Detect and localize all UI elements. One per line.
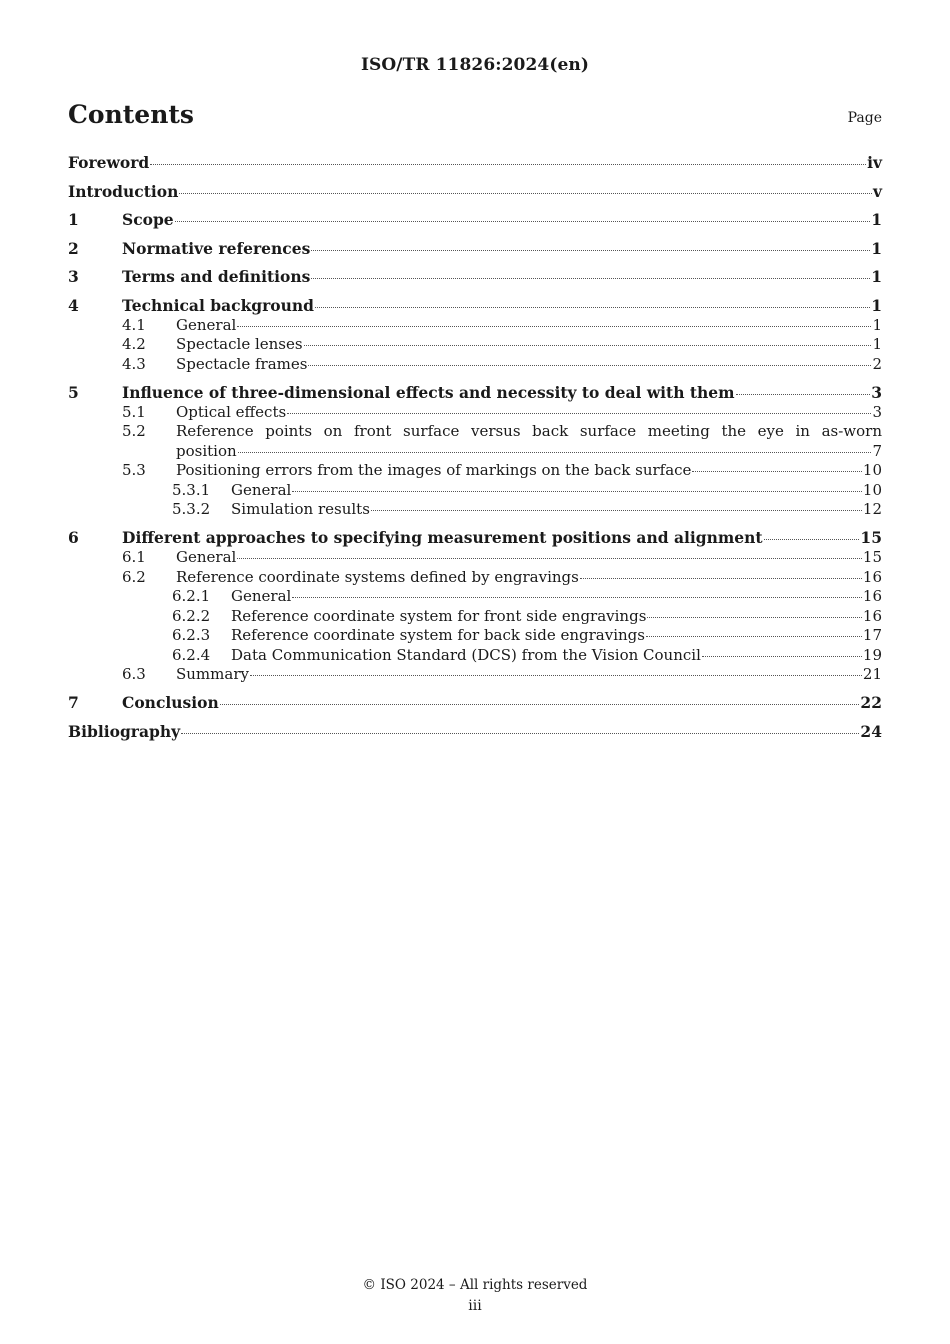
- toc-entry-title: Foreword: [68, 153, 150, 172]
- toc-entry-5-2[interactable]: [68, 422, 882, 461]
- toc-entry-title: Reference coordinate system for back side engravings: [231, 626, 645, 644]
- toc-entry-6-2-4[interactable]: [68, 646, 882, 666]
- page-column-label: Page: [847, 110, 882, 126]
- dot-leader: [315, 307, 870, 308]
- toc-entry-5-3-2[interactable]: [68, 500, 882, 520]
- toc-entry-title: Different approaches to specifying measurement positions and alignment: [122, 528, 763, 547]
- toc-entry-page: 1: [872, 315, 882, 334]
- toc-entry-page: 1: [872, 335, 882, 353]
- dot-leader: [371, 510, 862, 511]
- dot-leader: [292, 597, 862, 598]
- toc-entry-number: 4: [68, 295, 79, 315]
- toc-entry-page: 19: [862, 645, 882, 664]
- toc-entry-6-2-2[interactable]: [68, 607, 882, 627]
- toc-entry-title: Optical effects: [176, 402, 287, 421]
- toc-entry-title-continued: position: [176, 441, 237, 460]
- toc-entry-title: Reference points on front surface versus back surface meeting the eye in as-worn: [176, 422, 882, 440]
- toc-entry-page: 1: [871, 267, 882, 286]
- toc-entry-number: 2: [68, 238, 79, 258]
- dot-leader: [220, 704, 860, 705]
- toc-entry-bibliography[interactable]: [68, 722, 882, 742]
- toc-entry-page: 10: [862, 461, 882, 479]
- toc-entry-page: 16: [862, 606, 882, 625]
- toc-entry-title: Introduction: [68, 181, 179, 201]
- dot-leader: [311, 278, 870, 279]
- dot-leader: [287, 413, 871, 414]
- toc-entry-title: Positioning errors from the images of markings on the back surface: [176, 461, 692, 479]
- table-of-contents: [68, 153, 882, 742]
- toc-entry-number: 5.1: [122, 402, 146, 421]
- dot-leader: [237, 558, 862, 559]
- toc-entry-title: Data Communication Standard (DCS) from the Vision Council: [231, 645, 701, 664]
- toc-entry-page: 7: [872, 441, 882, 460]
- toc-entry-page: 1: [871, 295, 882, 315]
- toc-entry-page: 3: [871, 382, 882, 402]
- toc-entry-number: 5.3: [122, 461, 146, 479]
- toc-entry-number: 6.2.2: [172, 606, 211, 625]
- toc-entry-number: 4.3: [122, 354, 146, 373]
- toc-entry-title: General: [231, 480, 292, 499]
- toc-entry-title: Technical background: [122, 295, 315, 315]
- toc-entry-line: [68, 442, 882, 462]
- toc-entry-6-1[interactable]: [68, 548, 882, 568]
- toc-entry-title: Spectacle frames: [176, 354, 308, 373]
- toc-entry-6-2[interactable]: [68, 568, 882, 588]
- dot-leader: [308, 365, 871, 366]
- toc-entry-number: 4.2: [122, 335, 146, 353]
- toc-entry-6-3[interactable]: [68, 665, 882, 685]
- toc-entry-page: 12: [862, 500, 882, 518]
- toc-entry-number: 3: [68, 267, 79, 286]
- toc-entry-5-1[interactable]: [68, 403, 882, 423]
- dot-leader: [150, 164, 866, 165]
- toc-entry-different-approaches[interactable]: [68, 528, 882, 548]
- toc-entry-title: Influence of three-dimensional effects and necessity to deal with them: [122, 382, 735, 402]
- toc-entry-page: v: [872, 181, 882, 201]
- toc-entry-6-2-3[interactable]: [68, 626, 882, 646]
- document-id: ISO/TR 11826:2024(en): [360, 55, 590, 75]
- toc-entry-5-3-1[interactable]: [68, 481, 882, 501]
- dot-leader: [181, 733, 859, 734]
- toc-entry-page: 2: [872, 354, 882, 373]
- toc-entry-normative-references[interactable]: [68, 239, 882, 259]
- toc-entry-number: 5.3.1: [172, 480, 211, 499]
- toc-entry-4-2[interactable]: [68, 335, 882, 355]
- toc-entry-page: 24: [860, 721, 882, 741]
- dot-leader: [646, 636, 862, 637]
- toc-entry-number: 6.1: [122, 548, 146, 566]
- toc-entry-number: 4.1: [122, 315, 146, 334]
- toc-entry-number: 5: [68, 382, 79, 402]
- toc-entry-page: 15: [862, 548, 882, 566]
- contents-heading: Contents: [68, 100, 195, 129]
- dot-leader: [692, 471, 861, 472]
- toc-entry-number: 6.2.3: [172, 626, 211, 644]
- footer-page-number: iii: [468, 1298, 482, 1314]
- toc-entry-foreword[interactable]: [68, 153, 882, 173]
- footer-copyright: © ISO 2024 – All rights reserved: [362, 1277, 588, 1293]
- toc-entry-number: 5.3.2: [172, 500, 211, 518]
- toc-entry-title: Terms and definitions: [122, 267, 311, 286]
- toc-entry-title: Bibliography: [68, 721, 181, 741]
- toc-entry-page: 16: [862, 587, 882, 605]
- toc-entry-number: 6.2: [122, 567, 146, 586]
- toc-entry-page: 10: [862, 480, 882, 499]
- dot-leader: [250, 675, 862, 676]
- toc-entry-page: 17: [862, 626, 882, 644]
- toc-entry-introduction[interactable]: [68, 182, 882, 202]
- toc-entry-page: 1: [871, 238, 882, 258]
- toc-entry-line: [68, 422, 882, 442]
- toc-entry-number: 6: [68, 528, 79, 547]
- toc-entry-number: 5.2: [122, 422, 146, 440]
- dot-leader: [647, 617, 862, 618]
- toc-entry-page: 21: [862, 665, 882, 683]
- toc-entry-number: 1: [68, 210, 79, 229]
- toc-entry-6-2-1[interactable]: [68, 587, 882, 607]
- toc-entry-title: Reference coordinate system for front side engravings: [231, 606, 647, 625]
- toc-entry-number: 6.2.1: [172, 587, 211, 605]
- toc-entry-page: iv: [867, 153, 882, 172]
- toc-entry-number: 6.3: [122, 665, 146, 683]
- toc-entry-page: 16: [862, 567, 882, 586]
- toc-entry-conclusion[interactable]: [68, 693, 882, 713]
- toc-entry-title: Scope: [122, 210, 174, 229]
- toc-entry-page: 3: [872, 402, 882, 421]
- toc-entry-title: Spectacle lenses: [176, 335, 303, 353]
- dot-leader: [292, 491, 862, 492]
- dot-leader: [580, 578, 862, 579]
- toc-entry-title: General: [176, 548, 237, 566]
- dot-leader: [304, 345, 872, 346]
- toc-entry-terms-and-definitions[interactable]: [68, 267, 882, 287]
- toc-entry-4-3[interactable]: [68, 355, 882, 375]
- toc-entry-title: Normative references: [122, 238, 311, 258]
- toc-entry-page: 22: [860, 693, 882, 712]
- dot-leader: [237, 326, 871, 327]
- toc-entry-title: Simulation results: [231, 500, 370, 518]
- dot-leader: [764, 539, 860, 540]
- toc-entry-title: Reference coordinate systems defined by engravings: [176, 567, 579, 586]
- toc-entry-title: General: [176, 315, 237, 334]
- toc-entry-5-3[interactable]: [68, 461, 882, 481]
- dot-leader: [311, 250, 870, 251]
- dot-leader: [175, 221, 871, 222]
- dot-leader: [179, 193, 872, 194]
- toc-entry-scope[interactable]: [68, 210, 882, 230]
- toc-entry-title: Conclusion: [122, 693, 219, 712]
- toc-entry-page: 1: [871, 210, 882, 229]
- dot-leader: [238, 452, 872, 453]
- toc-entry-page: 15: [860, 528, 882, 547]
- toc-entry-number: 7: [68, 693, 79, 712]
- toc-entry-three-dimensional-effects[interactable]: [68, 383, 882, 403]
- toc-entry-title: General: [231, 587, 292, 605]
- dot-leader: [736, 394, 871, 395]
- toc-entry-number: 6.2.4: [172, 645, 211, 664]
- toc-entry-title: Summary: [176, 665, 249, 683]
- toc-entry-4-1[interactable]: [68, 316, 882, 336]
- toc-entry-technical-background[interactable]: [68, 296, 882, 316]
- dot-leader: [702, 656, 862, 657]
